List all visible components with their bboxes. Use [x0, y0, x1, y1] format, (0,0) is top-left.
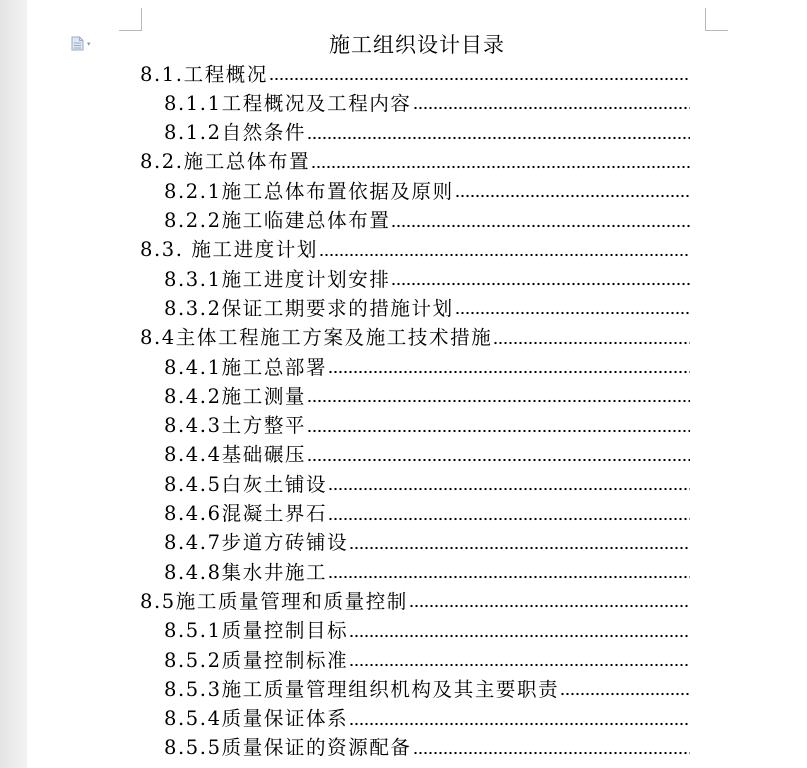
- toc-entry-subsection[interactable]: [164, 527, 690, 556]
- toc-entry-label: 8.2.1施工总体布置依据及原则: [164, 179, 454, 203]
- toc-entry-subsection[interactable]: [164, 468, 690, 497]
- toc-entry-subsection[interactable]: [164, 205, 690, 234]
- toc-entry-subsection[interactable]: [164, 292, 690, 321]
- toc-dot-leader: [349, 644, 690, 673]
- toc-dot-leader: [311, 146, 690, 175]
- toc-entry-label: 8.5.5质量保证的资源配备: [164, 736, 412, 760]
- toc-dot-leader: [413, 87, 690, 116]
- toc-entry-label: 8.1.2自然条件: [164, 121, 307, 145]
- toc-dot-leader: [328, 498, 690, 527]
- toc-entry-label: 8.4主体工程施工方案及施工技术措施: [140, 326, 493, 350]
- toc-entry-subsection[interactable]: [164, 351, 690, 380]
- toc-entry-subsection[interactable]: [164, 673, 690, 702]
- toc-entry-label: 8.4.8集水井施工: [164, 560, 328, 584]
- toc-entry-label: 8.4.2施工测量: [164, 384, 307, 408]
- toc-entry-subsection[interactable]: [164, 732, 690, 761]
- toc-dot-leader: [391, 205, 690, 234]
- toc-entry-subsection[interactable]: [164, 439, 690, 468]
- toc-entry-section[interactable]: [140, 146, 690, 175]
- toc-dot-leader: [349, 703, 690, 732]
- toc-dot-leader: [349, 527, 690, 556]
- toc-entry-subsection[interactable]: [164, 498, 690, 527]
- toc-dot-leader: [269, 58, 690, 87]
- toc-entry-label: 8.3.2保证工期要求的措施计划: [164, 296, 454, 320]
- toc-entry-label: 8.4.5白灰土铺设: [164, 472, 328, 496]
- toc-entry-label: 8.4.3土方整平: [164, 414, 307, 438]
- toc-dot-leader: [307, 117, 690, 146]
- toc-entry-label: 8.5.2质量控制标准: [164, 648, 349, 672]
- toc-dot-leader: [319, 234, 690, 263]
- toc-dot-leader: [391, 263, 690, 292]
- toc-entry-subsection[interactable]: [164, 87, 690, 116]
- toc-entry-label: 8.5.4质量保证体系: [164, 707, 349, 731]
- toc-entry-subsection[interactable]: [164, 117, 690, 146]
- toc-dot-leader: [349, 615, 690, 644]
- toc-dot-leader: [328, 468, 690, 497]
- toc-entry-subsection[interactable]: [164, 703, 690, 732]
- toc-entry-label: 8.2.施工总体布置: [140, 150, 311, 174]
- toc-entry-label: 8.5.1质量控制目标: [164, 619, 349, 643]
- toc-dot-leader: [307, 410, 690, 439]
- crop-mark-top-right: [705, 8, 728, 31]
- left-gutter: [0, 0, 27, 768]
- toc-dot-leader: [493, 322, 690, 351]
- toc-entry-section[interactable]: [140, 585, 690, 614]
- toc-dot-leader: [560, 673, 690, 702]
- toc-dot-leader: [328, 351, 690, 380]
- toc-dot-leader: [413, 732, 690, 761]
- crop-mark-top-left: [119, 8, 142, 31]
- toc-entry-section[interactable]: [140, 234, 690, 263]
- toc-entry-label: 8.5.3施工质量管理组织机构及其主要职责: [164, 677, 560, 701]
- toc-entry-label: 8.1.1工程概况及工程内容: [164, 91, 412, 115]
- chevron-down-icon: ▾: [87, 39, 91, 48]
- toc-entry-label: 8.2.2施工临建总体布置: [164, 209, 391, 232]
- toc-entry-label: 8.4.7步道方砖铺设: [164, 531, 349, 555]
- toc-dot-leader: [328, 556, 690, 585]
- toc-dot-leader: [455, 292, 690, 321]
- toc-dot-leader: [307, 439, 690, 468]
- toc-entry-subsection[interactable]: [164, 263, 690, 292]
- toc-entry-label: 8.3. 施工进度计划: [140, 238, 319, 262]
- toc-entry-label: 8.5施工质量管理和质量控制: [140, 589, 408, 613]
- toc-entry-label: 8.4.1施工总部署: [164, 355, 328, 379]
- toc-entry-section[interactable]: [140, 322, 690, 351]
- toc-entry-subsection[interactable]: [164, 175, 690, 204]
- document-title: 施工组织设计目录: [329, 33, 505, 57]
- toc-entry-label: 8.1.工程概况: [140, 62, 269, 86]
- toc-entry-section[interactable]: [140, 58, 690, 87]
- toc-entry-label: 8.4.6混凝土界石: [164, 502, 328, 525]
- toc-dot-leader: [307, 380, 690, 409]
- toc-entry-subsection[interactable]: [164, 615, 690, 644]
- toc-entry-label: 8.3.1施工进度计划安排: [164, 267, 391, 291]
- toc-entry-subsection[interactable]: [164, 410, 690, 439]
- toc-entry-label: 8.4.4基础碾压: [164, 443, 307, 467]
- toc-dot-leader: [409, 585, 690, 614]
- toc-entry-subsection[interactable]: [164, 556, 690, 585]
- toc-entry-subsection[interactable]: [164, 380, 690, 409]
- document-page[interactable]: [27, 0, 807, 768]
- toc-entry-subsection[interactable]: [164, 644, 690, 673]
- toc-dot-leader: [455, 175, 690, 204]
